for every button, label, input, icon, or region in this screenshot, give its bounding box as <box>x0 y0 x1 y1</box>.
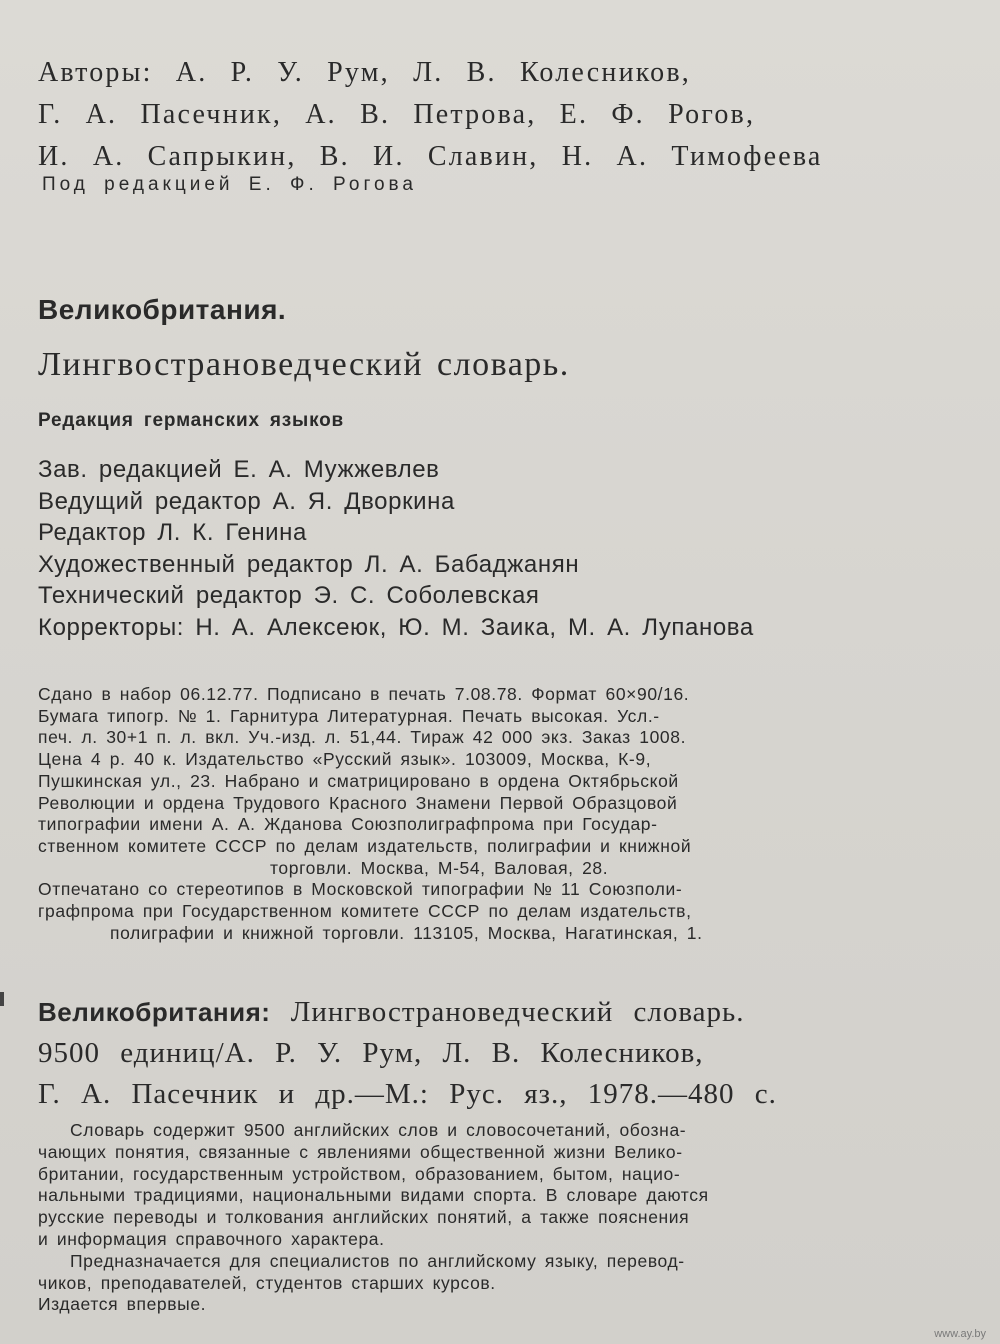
annotation-line: Словарь содержит 9500 английских слов и словосочетаний, обозна- <box>70 1120 687 1140</box>
printing-line: Отпечатано со стереотипов в Московской типографии № 11 Союзполи- <box>38 879 683 900</box>
staff-line: Корректоры: Н. А. Алексеюк, Ю. М. Заика, М. А. Лупанова <box>38 613 754 641</box>
printing-line: полиграфии и книжной торговли. 113105, Москва, Нагатинская, 1. <box>110 922 703 943</box>
imprint-block <box>38 684 960 944</box>
staff-line: Технический редактор Э. С. Соболевская <box>38 582 540 609</box>
staff-line: Ведущий редактор А. Я. Дворкина <box>38 487 455 515</box>
annotation-block <box>38 1120 960 1316</box>
printing-line: графпрома при Государственном комитете СССР по делам издательств, <box>38 901 692 922</box>
page-edge-mark <box>0 992 4 1006</box>
imprint-line: ственном комитете СССР по делам издательств, полиграфии и книжной <box>38 835 692 856</box>
imprint-line: Революции и ордена Трудового Красного Знамени Первой Образцовой <box>38 792 678 813</box>
annotation-line: и информация справочного характера. <box>38 1228 385 1249</box>
bibliographic-record <box>38 992 960 1115</box>
staff-line: Редактор Л. К. Генина <box>38 519 307 546</box>
annotation-line: чающих понятия, связанные с явлениями общественной жизни Велико- <box>38 1141 683 1162</box>
biblio-subtitle: Лингвострановедческий словарь. <box>290 996 745 1028</box>
biblio-line: Г. А. Пасечник и др.—М.: Рус. яз., 1978.—480 с. <box>38 1078 777 1110</box>
biblio-line: 9500 единиц/А. Р. У. Рум, Л. В. Колесников, <box>38 1037 704 1069</box>
biblio-line <box>38 992 960 1033</box>
imprint-line: Бумага типогр. № 1. Гарнитура Литературная. Печать высокая. Усл.- <box>38 705 660 726</box>
department-line: Редакция германских языков <box>38 410 345 431</box>
book-title: Великобритания. <box>38 294 287 325</box>
annotation-line: русские переводы и толкования английских понятий, а также пояснения <box>38 1207 690 1228</box>
annotation-line: нальными традициями, национальными видами спорта. В словаре даются <box>38 1185 709 1206</box>
staff-line: Художественный редактор Л. А. Бабаджанян <box>38 550 580 578</box>
first-edition-line: Издается впервые. <box>38 1294 207 1315</box>
book-subtitle: Лингвострановедческий словарь. <box>38 346 570 383</box>
watermark: www.ay.by <box>934 1328 986 1340</box>
imprint-line: типографии имени А. А. Жданова Союзполиграфпрома при Государ- <box>38 814 658 835</box>
authors-line: И. А. Сапрыкин, В. И. Славин, Н. А. Тимофеева <box>38 141 823 172</box>
editorship-line: Под редакцией Е. Ф. Рогова <box>42 174 417 195</box>
imprint-line-centered: торговли. Москва, М-54, Валовая, 28. <box>270 857 609 878</box>
imprint-line: печ. л. 30+1 п. л. вкл. Уч.-изд. л. 51,44. Тираж 42 000 экз. Заказ 1008. <box>38 727 687 748</box>
staff-line: Зав. редакцией Е. А. Мужжевлев <box>38 456 440 483</box>
authors-line: Г. А. Пасечник, А. В. Петрова, Е. Ф. Рогов, <box>38 99 756 130</box>
imprint-line: Пушкинская ул., 23. Набрано и сматрицировано в ордена Октябрьской <box>38 770 679 791</box>
imprint-line: Цена 4 р. 40 к. Издательство «Русский язык». 103009, Москва, К-9, <box>38 749 652 770</box>
biblio-title: Великобритания: <box>38 997 271 1027</box>
imprint-line: Сдано в набор 06.12.77. Подписано в печать 7.08.78. Формат 60×90/16. <box>38 684 690 704</box>
authors-line: Авторы: А. Р. У. Рум, Л. В. Колесников, <box>38 57 691 88</box>
annotation-line: британии, государственным устройством, образованием, бытом, нацио- <box>38 1163 681 1184</box>
annotation-line: чиков, преподавателей, студентов старших курсов. <box>38 1272 496 1293</box>
staff-block <box>38 454 960 643</box>
annotation-line: Предназначается для специалистов по английскому языку, перевод- <box>70 1250 685 1271</box>
authors-block <box>38 52 960 178</box>
